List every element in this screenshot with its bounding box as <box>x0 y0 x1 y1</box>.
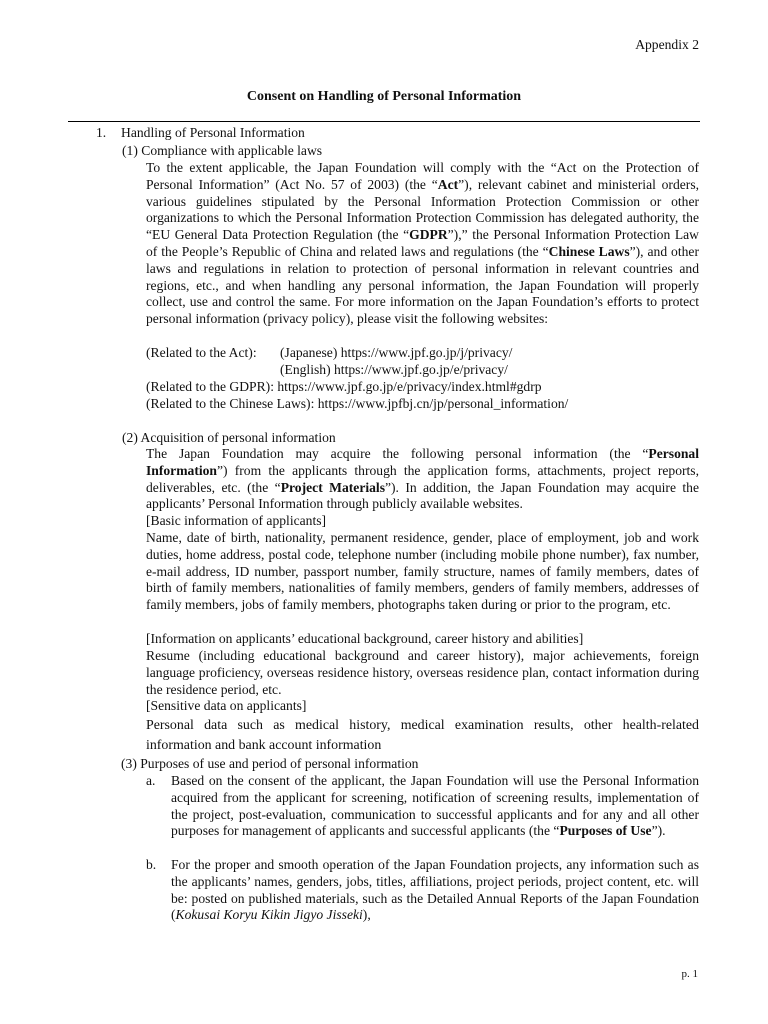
subsection-2-heading: (2) Acquisition of personal information <box>122 430 336 445</box>
subsection-2-paragraph <box>146 446 699 513</box>
term-chinese-laws: Chinese Laws <box>548 243 630 259</box>
subsection-1-paragraph <box>146 160 699 328</box>
section-1-title: Handling of Personal Information <box>121 125 305 140</box>
text-run: Based on the consent of the applicant, the Japan Foundation will use the Personal Information acquired from the applicant for screening, notification of screening results, implementation of the project, post-evaluation, communication to successful applicants and for any and all other purposes for management of applicants and successful applicants (the “ <box>171 773 699 839</box>
item-a-marker: a. <box>146 773 156 788</box>
text-run: ”), relevant cabinet and ministerial orders, various guidelines stipulated by the Personal Information Protection Commission or other organizations to which the Personal Information Protection Commission has delegated authority, the “EU General Data Protection Regulation (the “ <box>146 176 700 243</box>
text-run: To the extent applicable, the Japan Foundation will comply with the “Act on the Protection of Personal Information” (Act No. 57 of 2003) (the “ <box>146 160 699 192</box>
item-b-marker: b. <box>146 857 157 872</box>
text-run: The Japan Foundation may acquire the following personal information (the “ <box>146 446 649 461</box>
document-title: Consent on Handling of Personal Information <box>246 89 522 104</box>
subsection-1-heading: (1) Compliance with applicable laws <box>122 143 323 158</box>
education-heading: [Information on applicants’ educational background, career history and abilities] <box>146 631 584 646</box>
term-project-materials: Project Materials <box>280 479 385 495</box>
basic-info-heading: [Basic information of applicants] <box>146 513 327 528</box>
item-b-text <box>171 857 699 924</box>
education-text: Resume (including educational background and career history), major achievements, foreign language proficiency, overseas residence history, overseas residence plan, contact information during the residence period, etc. <box>146 648 699 697</box>
text-run: For the proper and smooth operation of the Japan Foundation projects, any information such as the applicants’ names, genders, jobs, titles, affiliations, project periods, project content, etc. will be: posted on published materials, such as the Detailed Annual Reports of the Japan Foundation ( <box>171 857 699 923</box>
text-run: ”) from the applicants through the application forms, attachments, project reports, deliverables, etc. (the “ <box>146 462 699 495</box>
term-purposes-of-use: Purposes of Use <box>559 823 652 839</box>
report-title-italic: Kokusai Koryu Kikin Jigyo Jisseki <box>175 907 363 923</box>
link-act-japanese[interactable]: (Japanese) https://www.jpf.go.jp/j/privacy/ <box>280 345 513 360</box>
item-a-text <box>171 773 699 840</box>
term-act: Act <box>437 176 459 192</box>
section-1-number: 1. <box>96 125 107 140</box>
link-act-label: (Related to the Act): <box>146 345 257 360</box>
title-divider <box>68 121 700 122</box>
appendix-label: Appendix 2 <box>635 37 699 52</box>
subsection-3-heading: (3) Purposes of use and period of personal information <box>121 756 419 771</box>
link-act-english[interactable]: (English) https://www.jpf.go.jp/e/privacy/ <box>280 362 508 377</box>
text-run: ”), and other laws and regulations in relation to protection of personal information in relevant countries and regions, etc., and when handling any personal information, the Japan Foundation will properly collect, use and control the same. For more information on the Japan Foundation’s efforts to protect personal information (privacy policy), please visit the following websites: <box>146 243 699 327</box>
sensitive-heading: [Sensitive data on applicants] <box>146 698 307 713</box>
text-run: ”),” the Personal Information Protection Law of the People’s Republic of China and related laws and regulations (the “ <box>146 227 699 259</box>
sensitive-text: Personal data such as medical history, medical examination results, other health-related information and bank account information <box>146 718 699 753</box>
link-chinese-laws[interactable]: (Related to the Chinese Laws): https://www.jpfbj.cn/jp/personal_information/ <box>146 396 569 411</box>
link-gdpr[interactable]: (Related to the GDPR): https://www.jpf.go.jp/e/privacy/index.html#gdrp <box>146 379 542 394</box>
term-gdpr: GDPR <box>409 227 448 243</box>
basic-info-text: Name, date of birth, nationality, permanent residence, gender, place of employment, job and work duties, home address, postal code, telephone number (including mobile phone number), fax number, e-mail address, ID number, passport number, family structure, names of family members, dates of birth of family members, nationalities of family members, genders of family members, addresses of family members, jobs of family members, photographs taken during or prior to the program, etc. <box>146 530 699 613</box>
term-personal-information: Personal Information <box>146 446 699 478</box>
text-run: ”). In addition, the Japan Foundation may acquire the applicants’ Personal Information through publicly available websites. <box>146 479 699 512</box>
page-number: p. 1 <box>681 968 698 980</box>
text-run: ”). <box>651 823 666 839</box>
text-run: ), <box>362 907 371 923</box>
